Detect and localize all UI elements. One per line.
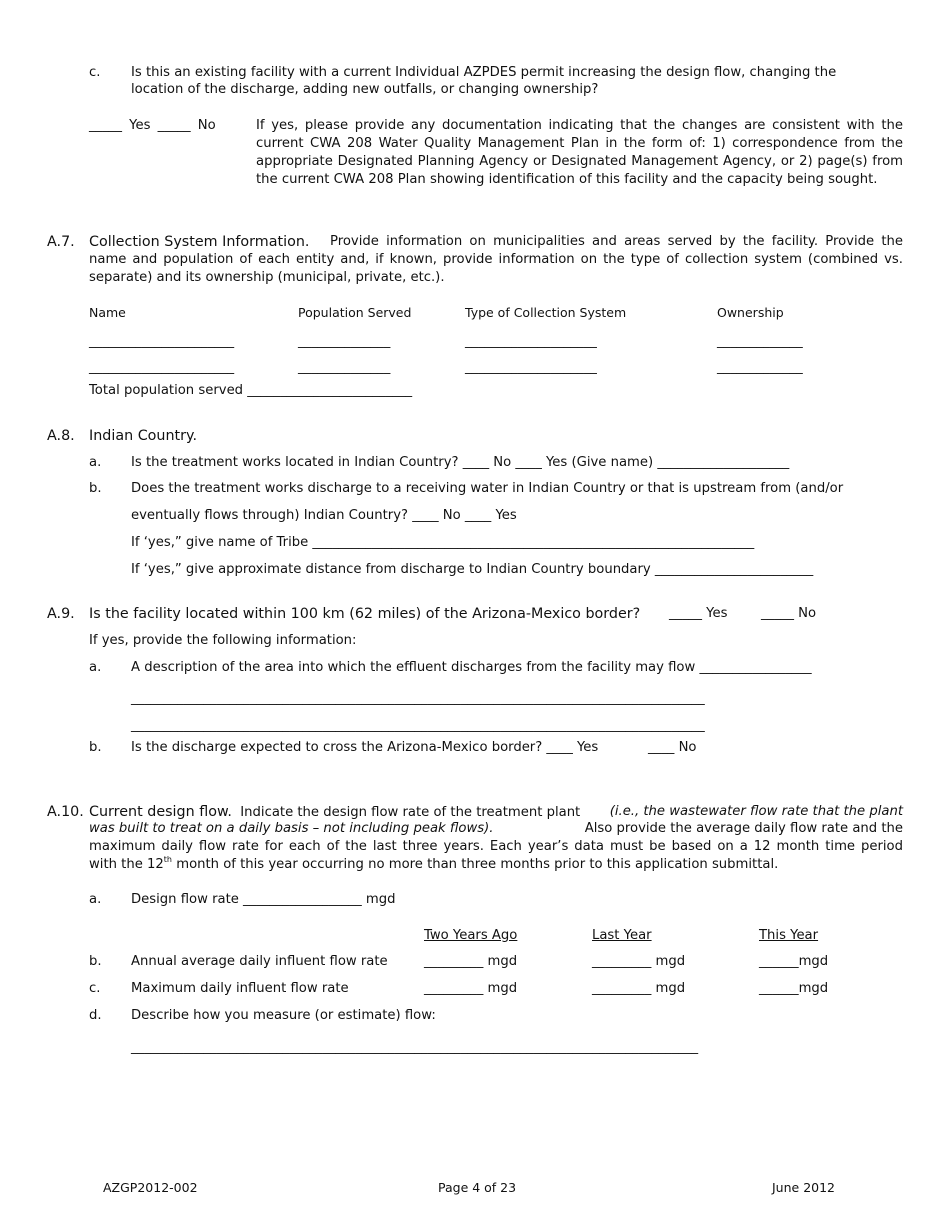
a9-a-label: a.: [89, 660, 102, 675]
a9-no-field[interactable]: _____ No: [761, 606, 817, 621]
avg-flow-two-years-ago-field[interactable]: _________ mgd: [424, 954, 518, 969]
item-c-question-line2: location of the discharge, adding new outfalls, or changing ownership?: [131, 82, 599, 97]
effluent-area-description-field[interactable]: A description of the area into which the effluent discharges from the facility may flow _________________: [131, 660, 812, 675]
col-header-two-years-ago: Two Years Ago: [424, 928, 518, 943]
ownership-blank-row2[interactable]: _____________: [717, 360, 803, 375]
max-flow-this-year-field[interactable]: ______mgd: [759, 981, 829, 996]
tribe-name-field[interactable]: If ‘yes,” give name of Tribe ___________________________________________________________________: [131, 535, 755, 550]
col-header-this-year: This Year: [759, 928, 819, 943]
a10-line2-text: Also provide the average daily flow rate and the: [584, 821, 903, 836]
section-a9-question: Is the facility located within 100 km (62 miles) of the Arizona-Mexico border?: [89, 606, 641, 622]
a10-c-label: c.: [89, 981, 101, 996]
col-header-population: Population Served: [298, 305, 412, 320]
item-c-yes-no-field[interactable]: _____ Yes _____ No: [89, 118, 216, 133]
footer-form-id: AZGP2012-002: [103, 1180, 198, 1195]
col-header-collection-type: Type of Collection System: [465, 305, 627, 320]
footer-page-number: Page 4 of 23: [438, 1180, 517, 1195]
a10-line1-text: Indicate the design flow rate of the treatment plant: [240, 805, 581, 820]
avg-flow-last-year-field[interactable]: _________ mgd: [592, 954, 686, 969]
name-blank-row1[interactable]: ______________________: [89, 334, 235, 349]
col-header-name: Name: [89, 305, 126, 320]
item-c-question-line1: Is this an existing facility with a current Individual AZPDES permit increasing the design flow, changing the: [131, 65, 837, 80]
design-flow-rate-field[interactable]: Design flow rate __________________ mgd: [131, 892, 396, 907]
section-a9-number: A.9.: [47, 606, 75, 622]
population-blank-row2[interactable]: ______________: [298, 360, 391, 375]
border-crossing-yes-field[interactable]: Is the discharge expected to cross the Arizona-Mexico border? ____ Yes: [131, 740, 599, 755]
flow-measurement-field[interactable]: ______________________________________________________________________________________: [131, 1040, 699, 1055]
col-header-ownership: Ownership: [717, 305, 784, 320]
ownership-blank-row1[interactable]: _____________: [717, 334, 803, 349]
a10-line4-end: month of this year occurring no more than three months prior to this application submittal.: [176, 857, 779, 872]
a8-b-label: b.: [89, 481, 102, 496]
a10-a-label: a.: [89, 892, 102, 907]
a10-line4-sup: th: [163, 855, 173, 864]
type-blank-row1[interactable]: ____________________: [465, 334, 597, 349]
type-blank-row2[interactable]: ____________________: [465, 360, 597, 375]
a10-line3: maximum daily flow rate for each of the last three years. Each year’s data must be based on a 12 month time period: [89, 839, 903, 854]
item-c-label: c.: [89, 65, 101, 80]
section-a7-text: Provide information on municipalities and areas served by the facility. Provide the name and population of each entity and, if known, provide information on the type of collection system (combined vs. separate) and its ownership (municipal, private, etc.).: [89, 234, 903, 285]
a9-yes-field[interactable]: _____ Yes: [669, 606, 728, 621]
a10-line4-start: with the 12: [89, 857, 164, 872]
a8-b-question-line2[interactable]: eventually flows through) Indian Country? ____ No ____ Yes: [131, 508, 517, 523]
flow-measurement-label: Describe how you measure (or estimate) flow:: [131, 1008, 436, 1023]
a9-ifyes-text: If yes, provide the following information:: [89, 633, 357, 648]
a9-b-label: b.: [89, 740, 102, 755]
border-crossing-no-field[interactable]: ____ No: [648, 740, 697, 755]
population-blank-row1[interactable]: ______________: [298, 334, 391, 349]
a8-a-label: a.: [89, 455, 102, 470]
total-population-field[interactable]: Total population served _________________________: [89, 383, 413, 398]
max-flow-last-year-field[interactable]: _________ mgd: [592, 981, 686, 996]
a10-line4: [89, 856, 778, 874]
footer-date: June 2012: [772, 1180, 836, 1195]
section-a10-title: Current design flow.: [89, 804, 232, 820]
section-a7-title: Collection System Information.: [89, 234, 310, 250]
a8-b-question-line1: Does the treatment works discharge to a receiving water in Indian Country or that is upstream from (and/or: [131, 481, 844, 496]
a10-line2: [89, 820, 903, 838]
effluent-area-line3[interactable]: _______________________________________________________________________________________: [131, 718, 705, 733]
max-flow-two-years-ago-field[interactable]: _________ mgd: [424, 981, 518, 996]
annual-average-flow-label: Annual average daily influent flow rate: [131, 954, 388, 969]
a10-line1-italic: (i.e., the wastewater flow rate that the plant: [609, 804, 903, 819]
section-a8-number: A.8.: [47, 428, 75, 444]
a10-b-label: b.: [89, 954, 102, 969]
name-blank-row2[interactable]: ______________________: [89, 360, 235, 375]
maximum-daily-flow-label: Maximum daily influent flow rate: [131, 981, 349, 996]
item-c-ifyes-text: If yes, please provide any documentation indicating that the changes are consistent with the current CWA 208 Water Quality Management Plan in the form of: 1) correspondence from the appropriate Designated Planning Agency or Designated Management Agency, or 2) page(s) from the current CWA 208 Plan showing identification of this facility and the capacity being sought.: [256, 118, 903, 187]
a10-line2-italic: was built to treat on a daily basis – not including peak flows).: [89, 821, 494, 836]
a8-a-question[interactable]: Is the treatment works located in Indian Country? ____ No ____ Yes (Give name) ____________________: [131, 455, 790, 470]
effluent-area-line2[interactable]: _______________________________________________________________________________________: [131, 691, 705, 706]
section-a7-number: A.7.: [47, 234, 75, 250]
section-a8-title: Indian Country.: [89, 428, 197, 444]
indian-country-distance-field[interactable]: If ‘yes,” give approximate distance from discharge to Indian Country boundary ________________________: [131, 562, 814, 577]
section-a10-number: A.10.: [47, 804, 84, 820]
col-header-last-year: Last Year: [592, 928, 652, 943]
avg-flow-this-year-field[interactable]: ______mgd: [759, 954, 829, 969]
a10-d-label: d.: [89, 1008, 102, 1023]
